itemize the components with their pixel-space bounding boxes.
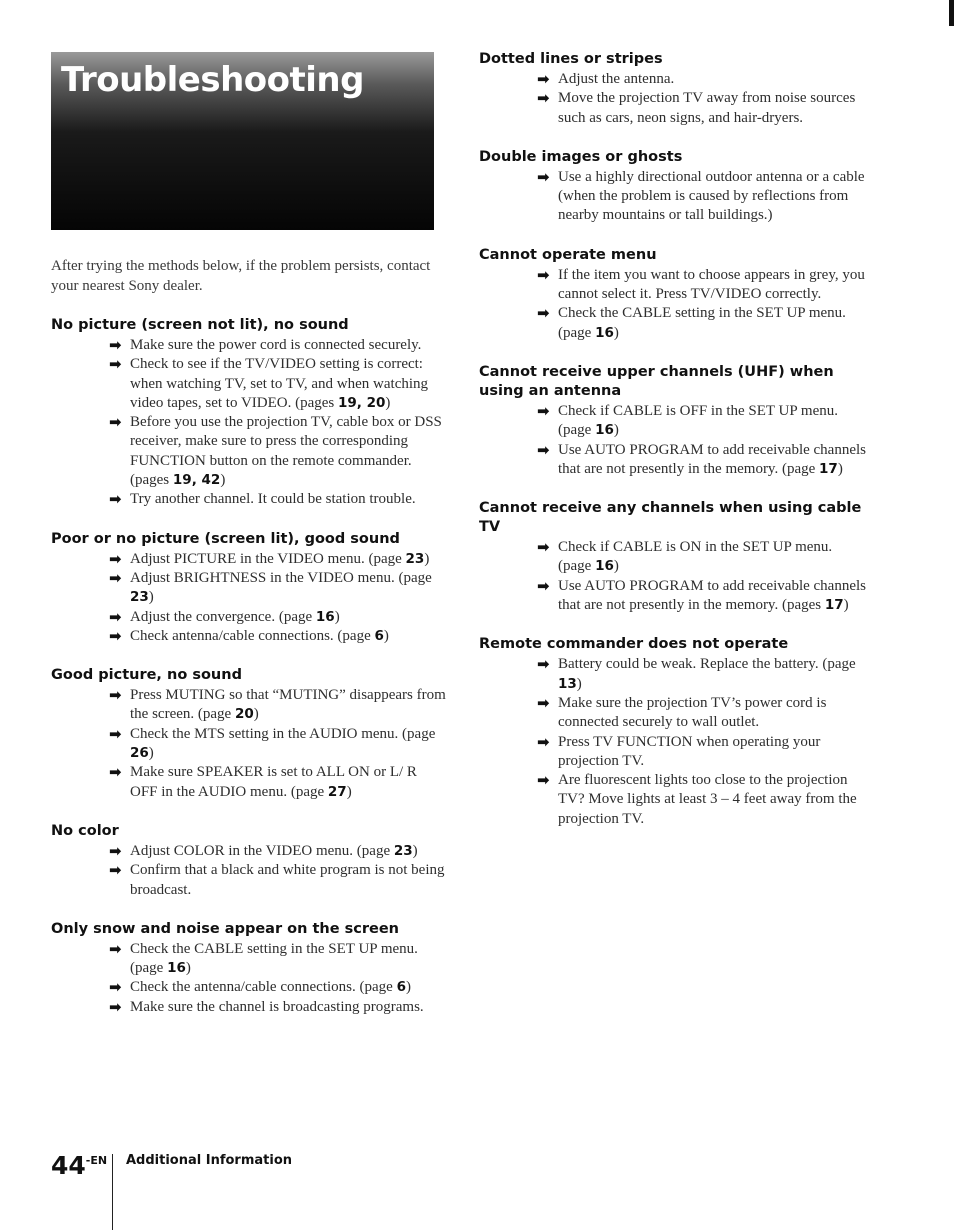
- remedy-item: [109, 490, 446, 509]
- remedy-list: [51, 686, 446, 802]
- section-cannot-operate-menu: [479, 246, 869, 343]
- page-reference: 23: [393, 842, 413, 859]
- arrow-right-icon: ➡: [109, 978, 122, 997]
- page-reference: 16: [595, 324, 614, 341]
- remedy-item: [109, 725, 446, 764]
- page-number: [51, 1151, 107, 1180]
- page-number-value: 44: [51, 1151, 86, 1180]
- arrow-right-icon: ➡: [537, 655, 550, 674]
- remedy-text: Check if CABLE is OFF in the SET UP menu. (page: [558, 402, 839, 439]
- title-banner: [51, 52, 434, 230]
- remedy-text: Are fluorescent lights too close to the projection TV? Move lights at least 3 – 4 feet away from the projection TV.: [558, 772, 857, 827]
- remedy-text-tail: ): [843, 597, 849, 614]
- remedy-text: Check the MTS setting in the AUDIO menu. (page: [130, 725, 436, 742]
- section-no-color: [51, 822, 446, 900]
- remedy-item: [537, 655, 869, 694]
- arrow-right-icon: ➡: [537, 304, 550, 323]
- page-reference: 26: [130, 745, 149, 762]
- remedy-text-tail: ): [253, 706, 259, 723]
- arrow-right-icon: ➡: [537, 89, 550, 108]
- remedy-item: [109, 413, 446, 490]
- page-reference: 19, 42: [172, 472, 221, 489]
- arrow-right-icon: ➡: [537, 771, 550, 790]
- remedy-text-tail: ): [837, 460, 843, 477]
- page-reference: 23: [405, 550, 425, 567]
- remedy-text: Make sure the projection TV’s power cord is connected securely to wall outlet.: [558, 694, 827, 731]
- remedy-text-tail: ): [424, 550, 430, 567]
- remedy-list: [479, 655, 869, 829]
- remedy-text: If the item you want to choose appears in grey, you cannot select it. Press TV/VIDEO correctly.: [558, 266, 865, 303]
- arrow-right-icon: ➡: [537, 401, 550, 420]
- page-reference: 6: [374, 627, 384, 644]
- section-no-picture-screen-not-lit-no-sound: [51, 316, 446, 510]
- remedy-text: Use AUTO PROGRAM to add receivable channels that are not presently in the memory. (page: [558, 441, 866, 477]
- arrow-right-icon: ➡: [109, 841, 122, 860]
- remedy-item: [537, 441, 869, 480]
- remedy-text-tail: ): [613, 422, 619, 439]
- section-cannot-receive-any-channels-when-using-cable-tv: [479, 499, 869, 615]
- remedy-item: [537, 70, 869, 89]
- remedy-text: Check antenna/cable connections. (page: [130, 627, 375, 644]
- remedy-item: [109, 608, 446, 627]
- remedy-item: [109, 336, 446, 355]
- remedy-text: Adjust BRIGHTNESS in the VIDEO menu. (page: [130, 569, 432, 586]
- remedy-text-tail: ): [405, 979, 411, 996]
- page-title: Troubleshooting: [61, 60, 364, 100]
- remedy-text: Check if CABLE is ON in the SET UP menu. (page: [558, 539, 833, 575]
- arrow-right-icon: ➡: [109, 939, 122, 958]
- section-poor-or-no-picture-screen-lit-good-sound: [51, 530, 446, 646]
- section-dotted-lines-or-stripes: [479, 50, 869, 128]
- remedy-text: Check the antenna/cable connections. (page: [130, 979, 397, 996]
- remedy-item: [537, 771, 869, 829]
- remedy-list: [51, 842, 446, 900]
- remedy-list: [479, 266, 869, 343]
- remedy-item: [537, 168, 869, 226]
- arrow-right-icon: ➡: [109, 861, 122, 880]
- section-heading: Only snow and noise appear on the screen: [51, 920, 399, 937]
- remedy-text-tail: ): [613, 324, 619, 341]
- arrow-right-icon: ➡: [109, 997, 122, 1016]
- page-reference: 16: [315, 608, 335, 625]
- remedy-item: [109, 627, 446, 646]
- remedy-text: Try another channel. It could be station trouble.: [130, 491, 416, 508]
- remedy-text-tail: ): [220, 472, 226, 489]
- remedy-text: Move the projection TV away from noise sources such as cars, neon signs, and hair-dryers.: [558, 90, 856, 126]
- page-reference: 6: [396, 979, 406, 996]
- remedy-item: [109, 940, 446, 979]
- arrow-right-icon: ➡: [537, 265, 550, 284]
- remedy-text: Adjust the convergence. (page: [130, 608, 316, 625]
- page-reference: 16: [595, 558, 614, 575]
- page-reference: 16: [167, 960, 186, 977]
- arrow-right-icon: ➡: [109, 413, 122, 432]
- remedy-item: [537, 733, 869, 772]
- arrow-right-icon: ➡: [537, 538, 550, 557]
- arrow-right-icon: ➡: [537, 732, 550, 751]
- remedy-text: Battery could be weak. Replace the battery. (page: [558, 656, 856, 673]
- section-heading: Cannot receive any channels when using cable TV: [479, 500, 862, 536]
- remedy-text-tail: ): [613, 558, 619, 575]
- arrow-right-icon: ➡: [537, 693, 550, 712]
- remedy-item: [109, 861, 446, 900]
- remedy-list: [479, 168, 869, 226]
- remedy-text: Use AUTO PROGRAM to add receivable channels that are not presently in the memory. (pages: [558, 577, 866, 614]
- remedy-text-tail: ): [346, 783, 352, 800]
- remedy-item: [109, 550, 446, 569]
- section-cannot-receive-upper-channels-uhf-when-using-an-antenna: [479, 363, 869, 479]
- arrow-right-icon: ➡: [109, 686, 122, 705]
- remedy-list: [51, 550, 446, 646]
- arrow-right-icon: ➡: [537, 576, 550, 595]
- remedy-text: Press TV FUNCTION when operating your projection TV.: [558, 733, 821, 769]
- left-column: [51, 316, 446, 1017]
- arrow-right-icon: ➡: [109, 336, 122, 354]
- remedy-text-tail: ): [148, 745, 154, 762]
- page-reference: 16: [595, 422, 614, 439]
- remedy-text: Make sure the power cord is connected securely.: [130, 337, 422, 353]
- remedy-list: [51, 940, 446, 1017]
- arrow-right-icon: ➡: [109, 607, 122, 626]
- remedy-item: [537, 304, 869, 343]
- section-heading: Dotted lines or stripes: [479, 51, 663, 67]
- remedy-text: Make sure SPEAKER is set to ALL ON or L/ R OFF in the AUDIO menu. (page: [130, 764, 417, 800]
- remedy-text: Check the CABLE setting in the SET UP menu. (page: [130, 940, 418, 977]
- section-heading: No color: [51, 822, 119, 839]
- page-edge-mark: [949, 0, 954, 26]
- remedy-list: [479, 538, 869, 615]
- remedy-text-tail: ): [185, 960, 191, 977]
- remedy-text: Before you use the projection TV, cable box or DSS receiver, make sure to press the corresponding FUNCTION button on the remote commander. (pages: [130, 414, 442, 489]
- remedy-text: Use a highly directional outdoor antenna or a cable (when the problem is caused by reflections from nearby mountains or tall buildings.): [558, 168, 865, 224]
- page-reference: 17: [819, 460, 838, 477]
- intro-paragraph: After trying the methods below, if the problem persists, contact your nearest Sony dealer.: [51, 258, 431, 294]
- arrow-right-icon: ➡: [109, 568, 122, 587]
- remedy-item: [537, 89, 869, 128]
- arrow-right-icon: ➡: [537, 70, 550, 88]
- remedy-item: [537, 538, 869, 577]
- page-reference: 20: [234, 706, 254, 723]
- remedy-item: [537, 402, 869, 441]
- remedy-item: [109, 355, 446, 413]
- remedy-item: [537, 694, 869, 733]
- remedy-text-tail: ): [412, 842, 418, 859]
- remedy-item: [109, 842, 446, 861]
- section-heading: No picture (screen not lit), no sound: [51, 317, 349, 333]
- section-heading: Cannot receive upper channels (UHF) when using an antenna: [479, 363, 834, 399]
- page-reference: 17: [824, 597, 844, 614]
- page-reference: 23: [130, 589, 149, 606]
- remedy-item: [109, 763, 446, 802]
- remedy-text: Adjust the antenna.: [558, 71, 675, 87]
- section-remote-commander-does-not-operate: [479, 635, 869, 829]
- right-column: [479, 50, 869, 829]
- section-double-images-or-ghosts: [479, 148, 869, 226]
- remedy-text: Press MUTING so that “MUTING” disappears from the screen. (page: [130, 687, 446, 723]
- remedy-text: Make sure the channel is broadcasting programs.: [130, 998, 424, 1015]
- arrow-right-icon: ➡: [109, 355, 122, 374]
- remedy-text-tail: ): [385, 394, 391, 411]
- page-number-suffix: -EN: [85, 1154, 108, 1167]
- remedy-list: [51, 336, 446, 510]
- arrow-right-icon: ➡: [537, 440, 550, 459]
- remedy-item: [537, 266, 869, 305]
- remedy-list: [479, 70, 869, 128]
- section-heading: Cannot operate menu: [479, 246, 657, 263]
- remedy-text: Adjust COLOR in the VIDEO menu. (page: [130, 842, 394, 859]
- page-reference: 13: [558, 675, 577, 692]
- remedy-text-tail: ): [148, 589, 154, 606]
- section-heading: Remote commander does not operate: [479, 636, 789, 653]
- remedy-text-tail: ): [334, 608, 340, 625]
- remedy-text: Check the CABLE setting in the SET UP menu. (page: [558, 305, 846, 341]
- remedy-item: [109, 569, 446, 608]
- page-reference: 19, 20: [338, 394, 386, 411]
- section-heading: Good picture, no sound: [51, 667, 242, 684]
- remedy-text: Adjust PICTURE in the VIDEO menu. (page: [130, 550, 406, 567]
- arrow-right-icon: ➡: [109, 763, 122, 782]
- remedy-item: [109, 686, 446, 725]
- page-reference: 27: [327, 783, 347, 800]
- footer-section-label: Additional Information: [126, 1153, 293, 1168]
- arrow-right-icon: ➡: [109, 490, 122, 509]
- remedy-text-tail: ): [383, 627, 389, 644]
- section-heading: Double images or ghosts: [479, 148, 683, 165]
- remedy-text: Confirm that a black and white program is not being broadcast.: [130, 862, 445, 898]
- remedy-list: [479, 402, 869, 479]
- section-only-snow-and-noise-appear-on-the-screen: [51, 920, 446, 1017]
- section-good-picture-no-sound: [51, 666, 446, 802]
- remedy-item: [109, 978, 446, 997]
- arrow-right-icon: ➡: [109, 549, 122, 568]
- remedy-item: [109, 998, 446, 1017]
- remedy-text: Check to see if the TV/VIDEO setting is correct: when watching TV, set to TV, and when watching video tapes, set to VIDEO. (pages: [130, 356, 429, 411]
- section-heading: Poor or no picture (screen lit), good sound: [51, 530, 400, 547]
- remedy-item: [537, 577, 869, 616]
- arrow-right-icon: ➡: [537, 167, 550, 186]
- arrow-right-icon: ➡: [109, 626, 122, 645]
- arrow-right-icon: ➡: [109, 724, 122, 743]
- remedy-text-tail: ): [576, 675, 582, 692]
- footer-divider: [112, 1154, 113, 1230]
